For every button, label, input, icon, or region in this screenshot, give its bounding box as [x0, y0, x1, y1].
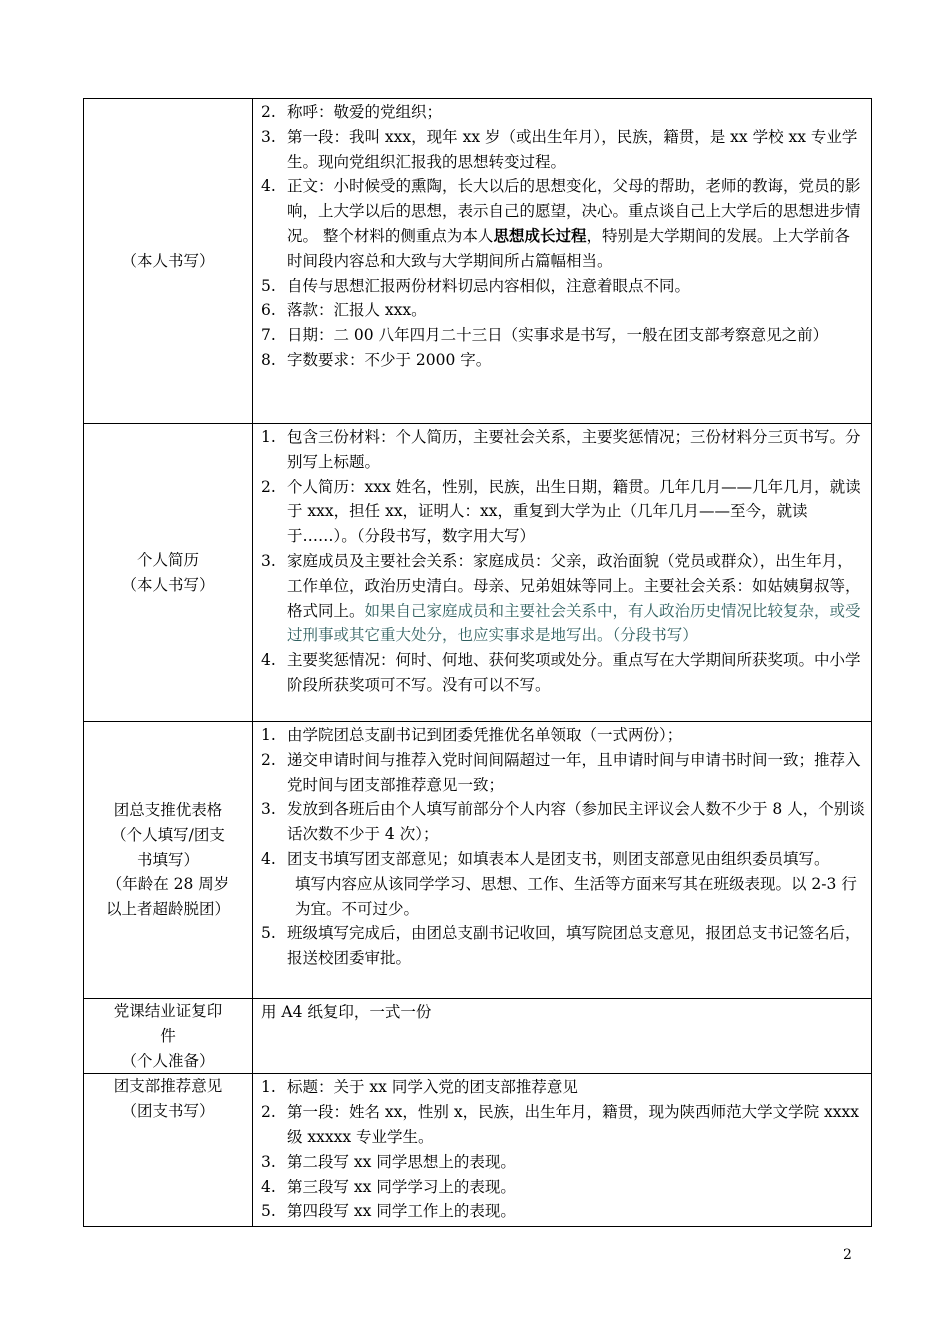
row-label: 党课结业证复印 — [113, 1002, 223, 1020]
row-content-cell — [253, 1074, 872, 1227]
list-item: 4. 主要奖惩情况：何时、何地、获何奖项或处分。重点写在大学期间所获奖项。中小学阶段所获奖项可不写。没有可以不写。 — [261, 651, 861, 694]
row-label: （团支书写） — [121, 1102, 215, 1121]
row-content-cell — [253, 99, 872, 424]
row-label: （本人书写） — [121, 575, 215, 594]
list-item: 3. 发放到各班后由个人填写前部分个人内容（参加民主评议会人数不少于 8 人，个别谈话次数不少于 4 次）； — [261, 800, 865, 844]
row-label: 团总支推优表格 — [113, 801, 223, 819]
list-item: 2. 第一段：姓名 xx，性别 x，民族，出生年月，籍贯，现为陕西师范大学文学院 xxxx 级 xxxxx 专业学生。 — [261, 1103, 859, 1146]
row-label-cell — [84, 999, 253, 1074]
page-number: 2 — [843, 1247, 852, 1263]
list-item: 2. 个人简历：xxx 姓名，性别，民族，出生日期，籍贯。几年几月——几年几月，就读于 xxx，担任 xx，证明人：xx，重复到大学为止（几年几月——至今，就读于……）。（分段书写，数字用大写） — [261, 477, 861, 546]
list-item: 3. 第一段：我叫 xxx，现年 xx 岁（或出生年月），民族，籍贯，是 xx 学校 xx 专业学生。现向党组织汇报我的思想转变过程。 — [261, 127, 858, 171]
emphasis-text: 思想成长过程 — [493, 225, 587, 245]
row-label: （年龄在 28 周岁 — [106, 875, 230, 894]
row-label-cell — [84, 722, 253, 999]
list-item: 4. 团支书填写团支部意见；如填表本人是团支书，则团支部意见由组织委员填写。 — [261, 849, 830, 868]
row-label: 书填写） — [136, 850, 199, 869]
plain-text: 用 A4 纸复印，一式一份 — [261, 1003, 432, 1021]
list-item: 5. 自传与思想汇报两份材料切忌内容相似，注意着眼点不同。 — [261, 276, 691, 295]
list-item: 4. 正文：小时候受的熏陶，长大以后的思想变化，父母的帮助，老师的教诲，党员的影响，上大学以后的思想，表示自己的愿望，决心。重点谈自己上大学后的思想进步情况。 整个材料的侧重点为本人思想成长过程，特别是大学期间的发展。上大学前各时间段内容总和大致与大学期间所占篇幅相当。 — [261, 177, 861, 270]
row-content-cell — [253, 722, 872, 999]
row-label: 团支部推荐意见 — [113, 1077, 223, 1096]
table-row — [84, 999, 872, 1074]
table-row — [84, 1074, 872, 1227]
list-item: 2. 递交申请时间与推荐入党时间间隔超过一年，且申请时间与申请书时间一致；推荐入党时间与团支部推荐意见一致； — [261, 750, 861, 794]
list-item: 5. 第四段写 xx 同学工作上的表现。 — [261, 1202, 516, 1221]
row-label: （个人填写/团支 — [111, 825, 225, 844]
list-item: 3. 第二段写 xx 同学思想上的表现。 — [261, 1152, 516, 1171]
highlighted-text: 如果自己家庭成员和主要社会关系中，有人政治历史情况比较复杂，或受过刑事或其它重大处分，也应实事求是地写出。（分段书写） — [287, 601, 861, 645]
list-item: 7. 日期：二 00 八年四月二十三日（实事求是书写，一般在团支部考察意见之前） — [261, 326, 829, 345]
row-label: 件 — [160, 1026, 176, 1045]
row-content-cell — [253, 999, 872, 1074]
table-row — [84, 424, 872, 722]
list-item-continuation: 填写内容应从该同学学习、思想、工作、生活等方面来写其在班级表现。以 2-3 行为宜。不可过少。 — [295, 874, 857, 918]
list-item: 2. 称呼：敬爱的党组织； — [261, 103, 443, 121]
row-label: 个人简历 — [136, 550, 199, 569]
list-item: 5. 班级填写完成后，由团总支副书记收回，填写院团总支意见，报团总支书记签名后，报送校团委审批。 — [261, 924, 861, 968]
row-label-cell — [84, 99, 253, 424]
list-item: 8. 字数要求：不少于 2000 字。 — [261, 350, 492, 369]
row-content-cell — [253, 424, 872, 722]
table-row — [84, 99, 872, 424]
row-label: 以上者超龄脱团） — [105, 900, 230, 919]
list-item: 1. 包含三份材料：个人简历，主要社会关系，主要奖惩情况；三份材料分三页书写。分别写上标题。 — [261, 428, 861, 471]
row-label-cell — [84, 424, 253, 722]
row-label: （个人准备） — [121, 1051, 215, 1070]
table-row — [84, 722, 872, 999]
list-item: 1. 由学院团总支副书记到团委凭推优名单领取（一式两份）； — [261, 726, 683, 744]
instructions-table — [83, 98, 872, 1227]
row-label-cell — [84, 1074, 253, 1227]
list-item: 3. 家庭成员及主要社会关系：家庭成员：父亲，政治面貌（党员或群众），出生年月，工作单位，政治历史清白。母亲、兄弟姐妹等同上。主要社会关系：如姑姨舅叔等，格式同上。如果自己家庭成员和主要社会关系中，有人政治历史情况比较复杂，或受过刑事或其它重大处分，也应实事求是地写出。（分段书写） — [261, 551, 861, 645]
list-item: 4. 第三段写 xx 同学学习上的表现。 — [261, 1177, 516, 1196]
row-label: （本人书写） — [121, 251, 215, 270]
list-item: 6. 落款：汇报人 xxx。 — [261, 301, 427, 320]
list-item: 1. 标题：关于 xx 同学入党的团支部推荐意见 — [261, 1078, 578, 1097]
